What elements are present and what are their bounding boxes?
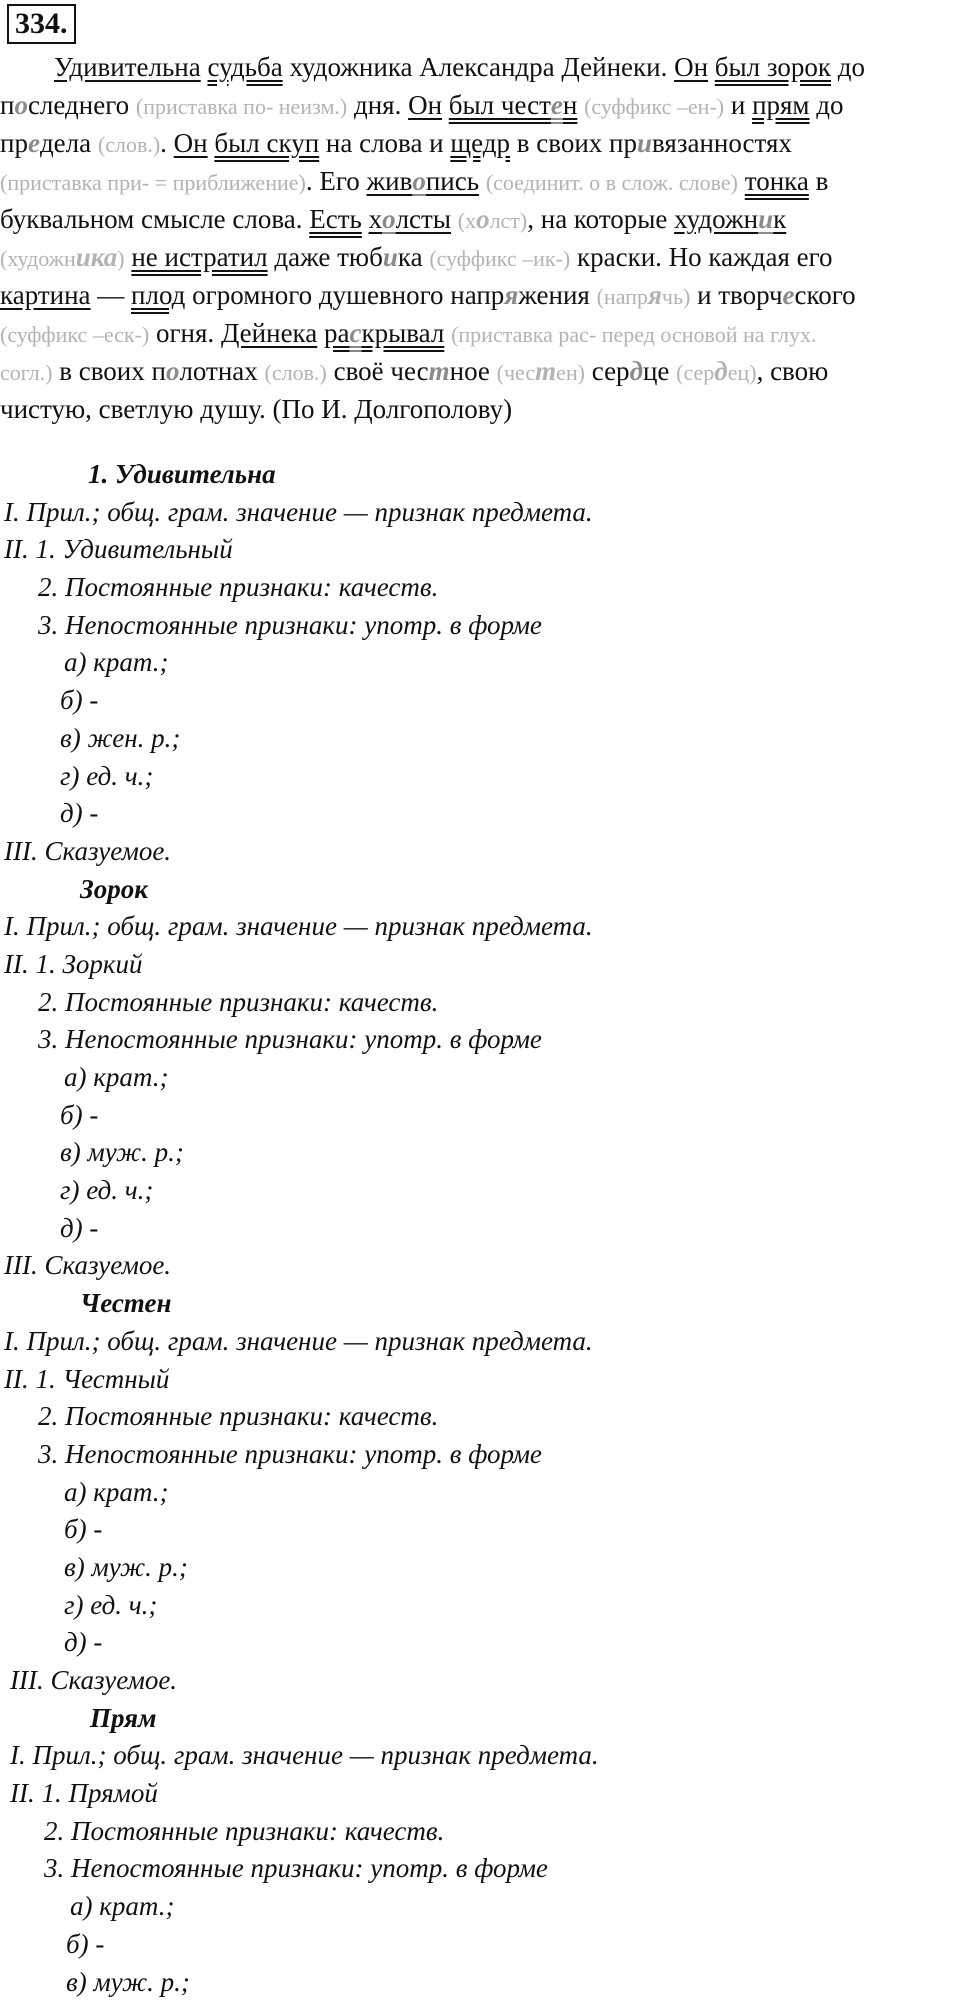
text-note: )	[117, 246, 125, 271]
analysis-line: 3. Непостоянные признаки: употр. в форме	[38, 1438, 542, 1469]
text-note: лст)	[489, 208, 528, 233]
text-line	[0, 276, 960, 314]
text-segment: дня.	[347, 90, 409, 120]
text-note: (чес	[496, 360, 536, 385]
analysis-line: I. Прил.; общ. грам. значение — признак предмета.	[4, 496, 593, 527]
text-segment: художника Александра Дейнеки.	[282, 52, 675, 82]
analysis-word-heading: Зорок	[80, 873, 148, 904]
text-segment: к	[773, 204, 787, 234]
text-line	[0, 314, 960, 352]
text-note: (сер	[676, 360, 715, 385]
analysis-line: 2. Постоянные признаки: качеств.	[38, 572, 439, 603]
text-note: (художн	[0, 246, 76, 271]
text-segment: плод	[131, 280, 186, 310]
text-segment: о	[476, 204, 490, 234]
text-segment: о	[165, 356, 180, 386]
text-segment: о	[14, 90, 28, 120]
text-segment: огромного душевного напр	[185, 280, 505, 310]
text-segment: ского	[794, 280, 856, 310]
analysis-line: б) -	[60, 685, 99, 716]
text-segment: , на которые	[527, 204, 675, 234]
text-segment: Удивительна	[54, 52, 201, 82]
text-segment: следнего	[27, 90, 136, 120]
text-segment: д	[629, 356, 643, 386]
analysis-line: I. Прил.; общ. грам. значение — признак предмета.	[10, 1740, 599, 1771]
analysis-line: 3. Непостоянные признаки: употр. в форме	[38, 1024, 542, 1055]
text-segment: Он	[408, 90, 443, 120]
exercise-number: 334.	[7, 4, 76, 44]
text-segment: о	[382, 204, 396, 234]
analysis-line: д) -	[60, 1212, 99, 1243]
text-segment: ра	[324, 318, 350, 348]
text-segment: до	[831, 52, 866, 82]
text-segment: це	[642, 356, 677, 386]
exercise-text	[0, 48, 960, 428]
analysis-line: 3. Непостоянные признаки: употр. в форме	[38, 609, 542, 640]
text-note: (соединит. о в слож. слове)	[485, 170, 738, 195]
text-segment: я	[504, 280, 519, 310]
text-segment: до	[809, 90, 844, 120]
text-note: (приставка рас- перед основой на глух.	[451, 322, 817, 347]
text-segment: в своих п	[52, 356, 166, 386]
text-segment: Он	[674, 52, 709, 82]
analysis-line: II. 1. Зоркий	[4, 948, 143, 979]
text-note: (суффикс –ик-)	[429, 246, 571, 271]
text-segment: е	[27, 128, 40, 158]
text-segment: даже тюб	[267, 242, 383, 272]
text-segment	[317, 318, 324, 348]
analysis-line: 2. Постоянные признаки: качеств.	[38, 986, 439, 1017]
text-segment	[0, 52, 54, 82]
analysis-word-heading: Честен	[80, 1288, 172, 1319]
text-segment: т	[428, 356, 450, 386]
text-segment: Есть	[309, 204, 362, 234]
analysis-line: III. Сказуемое.	[10, 1665, 178, 1695]
text-note: согл.)	[0, 360, 53, 385]
analysis-line: б) -	[64, 1514, 103, 1545]
text-segment: был скуп	[214, 128, 320, 158]
text-segment: ка	[397, 242, 430, 272]
analysis-line: б) -	[60, 1099, 99, 1130]
analysis-line: г) ед. ч.;	[60, 1175, 154, 1206]
text-segment: судьба	[207, 52, 283, 82]
text-note: (слов.)	[264, 360, 327, 385]
text-segment: жения	[518, 280, 597, 310]
text-line	[0, 124, 960, 162]
text-segment: краски. Но каждая его	[570, 242, 833, 272]
text-segment: и	[758, 204, 774, 234]
analysis-line: в) жен. р.;	[60, 722, 181, 753]
text-note: чь)	[661, 284, 691, 309]
text-segment: .	[160, 128, 174, 158]
text-note: (приставка по- неизм.)	[135, 94, 348, 119]
text-line	[0, 238, 960, 276]
text-segment: художн	[674, 204, 759, 234]
text-segment: на слова и	[319, 128, 451, 158]
text-note: (суффикс –ен-)	[584, 94, 725, 119]
text-segment	[479, 166, 486, 196]
text-segment: —	[90, 280, 132, 310]
text-segment: т	[535, 356, 557, 386]
text-segment: . Его	[305, 166, 367, 196]
text-line	[0, 200, 960, 238]
text-segment: чистую, светлую душу. (По И. Долгополову)	[0, 394, 513, 424]
text-segment: о	[412, 166, 426, 196]
analysis-line: I. Прил.; общ. грам. значение — признак предмета.	[4, 911, 593, 942]
analysis-line: 2. Постоянные признаки: качеств.	[38, 1401, 439, 1432]
text-line	[0, 352, 960, 390]
text-segment: Дейнека	[220, 318, 318, 348]
text-segment: пись	[425, 166, 480, 196]
analysis-word-heading: Прям	[90, 1702, 157, 1733]
text-segment: я	[647, 280, 662, 310]
text-segment: был зорок	[714, 52, 832, 82]
analysis-line: 2. Постоянные признаки: качеств.	[44, 1815, 445, 1846]
analysis-line: д) -	[60, 798, 99, 829]
analysis-line: III. Сказуемое.	[4, 835, 172, 866]
text-segment	[362, 204, 369, 234]
text-segment: п	[0, 90, 15, 120]
analysis-line: а) крат.;	[64, 647, 169, 678]
text-segment: не истратил	[131, 242, 268, 272]
analysis-line: III. Сказуемое.	[4, 1250, 172, 1281]
analysis-word-heading: 1. Удивительна	[88, 459, 276, 489]
text-segment: ное	[449, 356, 497, 386]
text-line	[0, 48, 960, 86]
text-segment: и творч	[690, 280, 783, 310]
analysis-line: а) крат.;	[64, 1062, 169, 1092]
text-note: (х	[457, 208, 477, 233]
text-note: (суффикс –еск-)	[0, 322, 150, 347]
text-line	[0, 390, 960, 428]
text-segment	[708, 52, 715, 82]
text-segment: и	[382, 242, 398, 272]
text-segment: е	[550, 90, 563, 120]
analysis-line: а) крат.;	[70, 1891, 175, 1922]
text-line	[0, 86, 960, 124]
text-segment: лотнах	[179, 356, 265, 386]
analysis-line: б) -	[66, 1928, 105, 1959]
text-segment: ика	[75, 242, 118, 272]
text-segment: и	[636, 128, 653, 158]
analysis-line: II. 1. Честный	[4, 1363, 170, 1394]
text-segment: огня.	[149, 318, 221, 348]
text-segment: лсты	[395, 204, 451, 234]
text-segment: , свою	[756, 356, 829, 386]
text-segment: и	[724, 90, 753, 120]
text-segment: буквальном смысле слова.	[0, 204, 310, 234]
text-segment	[738, 166, 745, 196]
text-segment	[442, 90, 449, 120]
text-segment: в	[808, 166, 829, 196]
text-segment: пр	[0, 128, 28, 158]
analysis-line: в) муж. р.;	[64, 1551, 188, 1582]
text-line	[0, 162, 960, 200]
text-segment: щедр	[450, 128, 511, 158]
text-segment: дела	[39, 128, 98, 158]
text-note: ен)	[556, 360, 585, 385]
text-segment: был чест	[448, 90, 551, 120]
analysis-line: II. 1. Удивительный	[4, 534, 233, 565]
text-segment	[451, 204, 458, 234]
text-segment: крывал	[361, 318, 445, 348]
text-note: ец)	[727, 360, 757, 385]
text-segment: Он	[173, 128, 208, 158]
analysis-line: в) муж. р.;	[66, 1966, 190, 1997]
analysis-line: II. 1. Прямой	[10, 1778, 158, 1809]
text-segment: вязанностях	[652, 128, 792, 158]
text-segment: н	[562, 90, 578, 120]
text-segment: жив	[366, 166, 413, 196]
text-segment: прям	[752, 90, 810, 120]
text-segment: картина	[0, 280, 91, 310]
analysis-line: в) муж. р.;	[60, 1137, 184, 1168]
analysis-line: а) крат.;	[64, 1476, 169, 1507]
text-segment: тонка	[744, 166, 809, 196]
text-segment: сер	[585, 356, 630, 386]
text-segment: в своих пр	[510, 128, 637, 158]
text-note: (приставка при- = приближение)	[0, 170, 306, 195]
text-note: (напр	[596, 284, 648, 309]
text-segment: д	[714, 356, 728, 386]
text-segment: х	[368, 204, 383, 234]
morphological-analysis	[0, 456, 960, 2001]
analysis-line: I. Прил.; общ. грам. значение — признак предмета.	[4, 1325, 593, 1356]
analysis-line: г) ед. ч.;	[64, 1589, 158, 1620]
text-segment: с	[349, 318, 362, 348]
analysis-line: 3. Непостоянные признаки: употр. в форме	[44, 1853, 548, 1884]
text-segment: своё чес	[326, 356, 429, 386]
text-note: (слов.)	[97, 132, 161, 157]
analysis-line: г) ед. ч.;	[60, 760, 154, 791]
analysis-line: д) -	[64, 1627, 103, 1658]
text-segment: е	[782, 280, 795, 310]
